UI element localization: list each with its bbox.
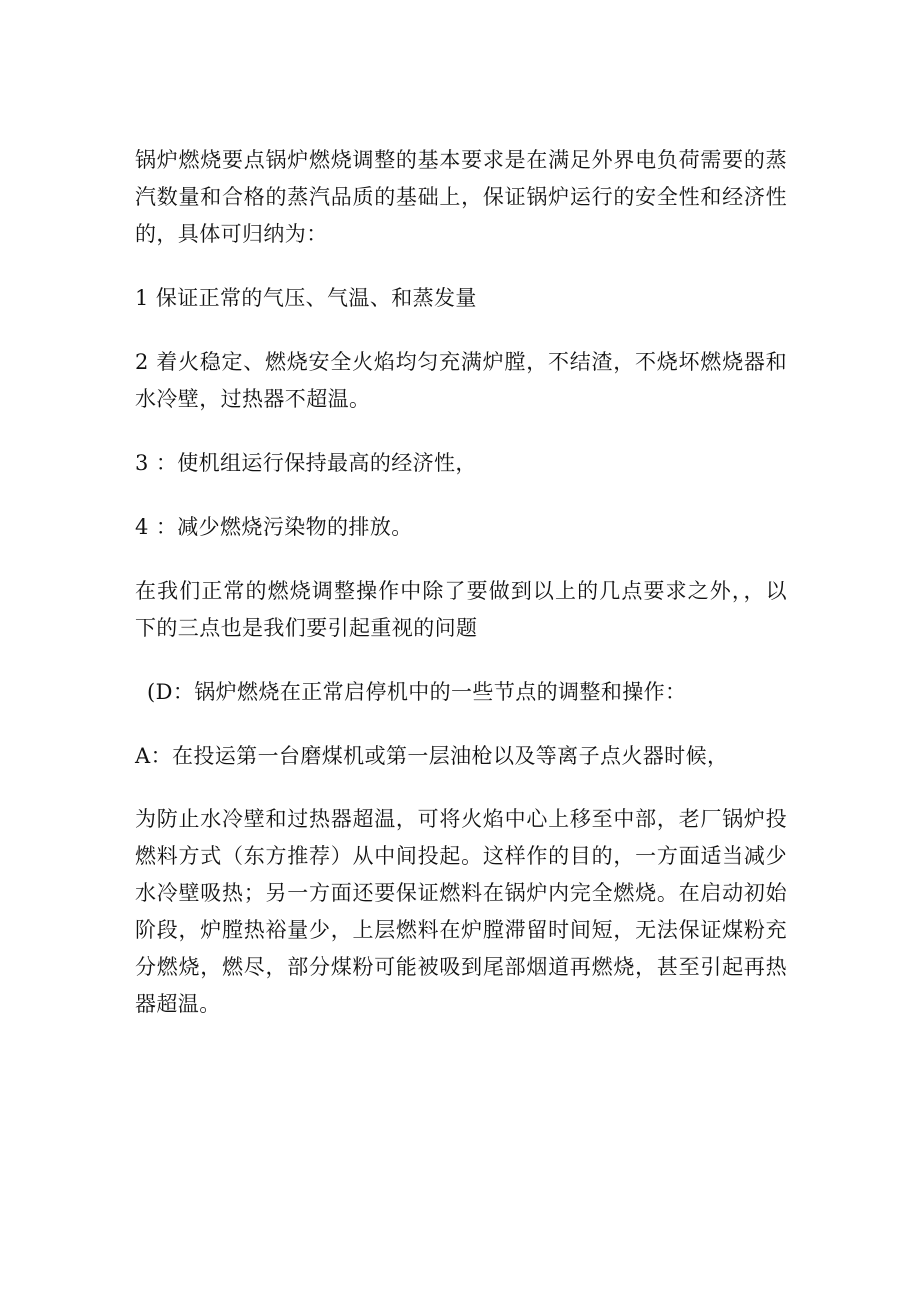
paragraph-item-1: 1 保证正常的气压、气温、和蒸发量 xyxy=(135,286,477,310)
paragraph-item-3: 3 ：使机组运行保持最高的经济性， xyxy=(135,451,477,475)
paragraph-explanation: 为防止水冷壁和过热器超温，可将火焰中心上移至中部，老厂锅炉投燃料方式（东方推荐）从中间投起。这样作的目的，一方面适当减少水冷壁吸热；另一方面还要保证燃料在锅炉内完全燃烧。在启动初始阶段，炉膛热裕量少，上层燃料在炉膛滞留时间短，无法保证煤粉充分燃烧，燃尽，部分煤粉可能被吸到尾部烟道再燃烧，甚至引起再热器超温。 xyxy=(135,807,787,1016)
paragraph-attention: 在我们正常的燃烧调整操作中除了要做到以上的几点要求之外，，以下的三点也是我们要引起重视的问题 xyxy=(135,579,787,640)
paragraph-item-2: 2 着火稳定、燃烧安全火焰均匀充满炉膛，不结渣，不烧坏燃烧器和水冷壁，过热器不超温。 xyxy=(135,350,787,411)
document-body xyxy=(135,142,787,1023)
paragraph-item-4: 4 ：减少燃烧污染物的排放。 xyxy=(135,515,413,539)
paragraph-item-a: A：在投运第一台磨煤机或第一层油枪以及等离子点火器时候， xyxy=(135,744,729,768)
paragraph-intro: 锅炉燃烧要点锅炉燃烧调整的基本要求是在满足外界电负荷需要的蒸汽数量和合格的蒸汽品质的基础上，保证锅炉运行的安全性和经济性的，具体可归纳为： xyxy=(135,148,787,246)
paragraph-section-d: (D：锅炉燃烧在正常启停机中的一些节点的调整和操作： xyxy=(147,680,687,704)
